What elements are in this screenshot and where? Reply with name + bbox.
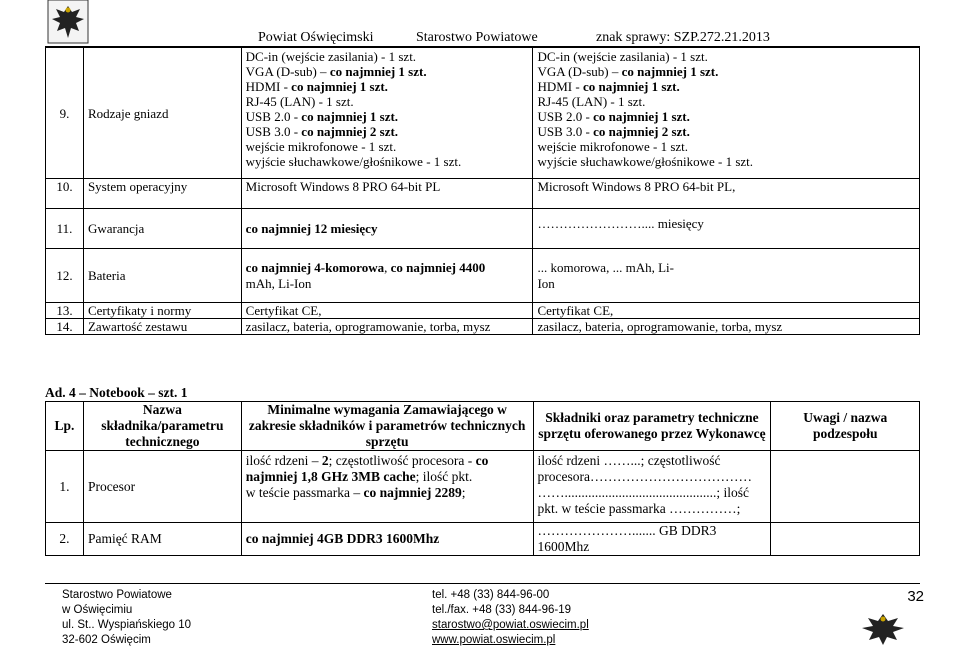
required-value: co najmniej 4-komorowa, co najmniej 4400 mAh, Li-Ion bbox=[241, 249, 533, 303]
eagle-crest-icon bbox=[46, 0, 90, 44]
table-row bbox=[46, 523, 920, 556]
header-offered: Składniki oraz parametry techniczne sprzętu oferowanego przez Wykonawcę bbox=[533, 402, 771, 451]
header-lp: Lp. bbox=[46, 402, 84, 451]
row-name: Certyfikaty i normy bbox=[83, 303, 241, 319]
row-name: Zawartość zestawu bbox=[83, 319, 241, 335]
header-notes: Uwagi / nazwa podzespołu bbox=[771, 402, 920, 451]
offered-value: zasilacz, bateria, oprogramowanie, torba, mysz bbox=[533, 319, 920, 335]
table-row bbox=[46, 451, 920, 523]
row-name: Pamięć RAM bbox=[83, 523, 241, 556]
offered-value: …………………….... miesięcy bbox=[533, 209, 920, 249]
row-name: System operacyjny bbox=[83, 179, 241, 209]
row-name: Procesor bbox=[83, 451, 241, 523]
table-row bbox=[46, 209, 920, 249]
row-number: 1. bbox=[46, 451, 84, 523]
spec-table bbox=[45, 47, 920, 335]
required-ports: DC-in (wejście zasilania) - 1 szt. VGA (D-sub) – co najmniej 1 szt. HDMI - co najmniej 1 szt. RJ-45 (LAN) - 1 szt. USB 2.0 - co najmniej 1 szt. USB 3.0 - co najmniej 2 szt. wejście mikrofonowe - 1 szt. wyjście słuchawkowe/głośnikowe - 1 szt. bbox=[241, 48, 533, 179]
required-value: ilość rdzeni – 2; częstotliwość procesora - co najmniej 1,8 GHz 3MB cache; ilość pkt. w teście passmarka – co najmniej 2289; bbox=[241, 451, 533, 523]
footer-email-link[interactable]: starostwo@powiat.oswiecim.pl bbox=[432, 619, 589, 631]
header-institution: Powiat Oświęcimski bbox=[258, 30, 374, 45]
row-number: 12. bbox=[46, 249, 84, 303]
required-value: zasilacz, bateria, oprogramowanie, torba, mysz bbox=[241, 319, 533, 335]
table-header-row bbox=[46, 402, 920, 451]
row-number: 14. bbox=[46, 319, 84, 335]
required-value: Microsoft Windows 8 PRO 64-bit PL bbox=[241, 179, 533, 209]
notes-value bbox=[771, 523, 920, 556]
row-number: 2. bbox=[46, 523, 84, 556]
footer-fax: tel./fax. +48 (33) 844-96-19 bbox=[432, 604, 572, 616]
table-row bbox=[46, 303, 920, 319]
notebook-table bbox=[45, 401, 920, 556]
row-name: Gwarancja bbox=[83, 209, 241, 249]
row-number: 13. bbox=[46, 303, 84, 319]
footer-tel: tel. +48 (33) 844-96-00 bbox=[432, 589, 550, 601]
footer-contact bbox=[432, 588, 589, 648]
header-office: Starostwo Powiatowe bbox=[416, 30, 538, 45]
row-number: 9. bbox=[46, 48, 84, 179]
offered-value: …………………....... GB DDR3 1600Mhz bbox=[533, 523, 771, 556]
row-name: Bateria bbox=[83, 249, 241, 303]
eagle-crest-icon bbox=[858, 612, 908, 645]
table-row bbox=[46, 179, 920, 209]
table-row bbox=[46, 249, 920, 303]
offered-value: ilość rdzeni ……...; częstotliwość procesora……………………………… …….............................................; ilość pkt. w teście passmarka ……………; bbox=[533, 451, 771, 523]
row-name: Rodzaje gniazd bbox=[83, 48, 241, 179]
offered-value: Microsoft Windows 8 PRO 64-bit PL, bbox=[533, 179, 920, 209]
section-title: Ad. 4 – Notebook – szt. 1 bbox=[45, 385, 188, 400]
notes-value bbox=[771, 451, 920, 523]
table-row bbox=[46, 319, 920, 335]
offered-value: ... komorowa, ... mAh, Li- Ion bbox=[533, 249, 920, 303]
row-number: 10. bbox=[46, 179, 84, 209]
row-number: 11. bbox=[46, 209, 84, 249]
required-value: Certyfikat CE, bbox=[241, 303, 533, 319]
offered-value: Certyfikat CE, bbox=[533, 303, 920, 319]
header-case-number: znak sprawy: SZP.272.21.2013 bbox=[596, 30, 770, 45]
required-value: co najmniej 4GB DDR3 1600Mhz bbox=[241, 523, 533, 556]
offered-ports: DC-in (wejście zasilania) - 1 szt. VGA (D-sub) – co najmniej 1 szt. HDMI - co najmniej 1 szt. RJ-45 (LAN) - 1 szt. USB 2.0 - co najmniej 1 szt. USB 3.0 - co najmniej 2 szt. wejście mikrofonowe - 1 szt. wyjście słuchawkowe/głośnikowe - 1 szt. bbox=[533, 48, 920, 179]
table-row bbox=[46, 48, 920, 179]
footer-address: Starostwo Powiatowe w Oświęcimiu ul. St.. Wyspiańskiego 10 32-602 Oświęcim bbox=[62, 589, 192, 646]
header-required: Minimalne wymagania Zamawiającego w zakresie składników i parametrów technicznych sprzętu bbox=[241, 402, 533, 451]
header-name: Nazwa składnika/parametru technicznego bbox=[83, 402, 241, 451]
footer-rule bbox=[45, 583, 920, 584]
required-value: co najmniej 12 miesięcy bbox=[241, 209, 533, 249]
footer-www-link[interactable]: www.powiat.oswiecim.pl bbox=[432, 634, 556, 646]
page-number: 32 bbox=[907, 588, 924, 605]
